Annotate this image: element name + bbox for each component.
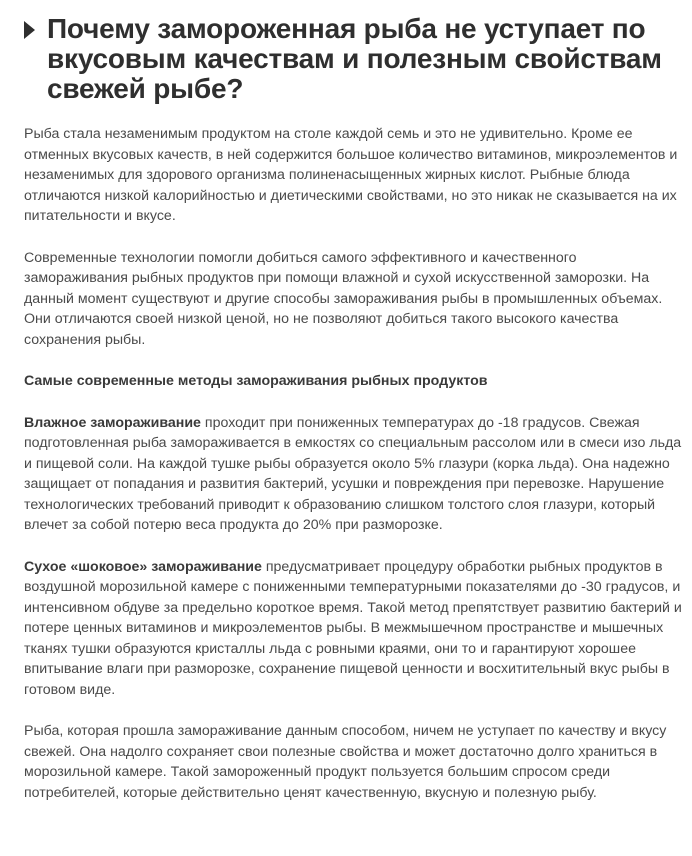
shock-freezing-term: Сухое «шоковое» замораживание bbox=[24, 558, 262, 575]
triangle-right-icon bbox=[24, 21, 35, 39]
shock-freezing-text: предусматривает процедуру обработки рыбных продуктов в воздушной морозильной камере с пониженными температурными показателями до -30 градусов, и интенсивном обдуве за предельно короткое время. Такой метод препятствует развитию бактерий и потере ценных витаминов и микроэлементов рыбы. В межмышечном пространстве и мышечных тканях тушки образуются кристаллы льда с ровными краями, они то и гарантируют хорошее впитывание влаги при разморозке, сохранение пищевой ценности и восхитительный вкус рыбы в готовом виде. bbox=[24, 558, 682, 698]
wet-freezing-text: проходит при пониженных температурах до -18 градусов. Свежая подготовленная рыба замораживается в емкостях со специальным рассолом или в смеси изо льда и пищевой соли. На каждой тушке рыбы образуется около 5% глазури (корка льда). Она надежно защищает от попадания и развития бактерий, усушки и повреждения при перевозке. Нарушение технологических требований приводит к образованию слишком толстого слоя глазури, который влечет за собой потерю веса продукта до 20% при разморозке. bbox=[24, 414, 682, 533]
paragraph-technologies: Современные технологии помогли добиться самого эффективного и качественного замораживания рыбных продуктов при помощи влажной и сухой искусственной заморозки. На данный момент существуют и другие способы замораживания рыбы в промышленных объемах. Они отличаются своей низкой ценой, но не позволяют добиться такого высокого качества сохранения рыбы. bbox=[24, 249, 663, 348]
paragraph-conclusion: Рыба, которая прошла замораживание данным способом, ничем не уступает по качеству и вкусу свежей. Она надолго сохраняет свои полезные свойства и может достаточно долго храниться в морозильной камере. Такой замороженный продукт пользуется большим спросом среди потребителей, которые действительно ценят качественную, вкусную и полезную рыбу. bbox=[24, 723, 667, 801]
wet-freezing-term: Влажное замораживание bbox=[24, 414, 201, 431]
paragraph-intro: Рыба стала незаменимым продуктом на столе каждой семь и это не удивительно. Кроме ее отменных вкусовых качеств, в ней содержится большое количество витаминов, микроэлементов и незаменимых для здорового организма полиненасыщенных жирных кислот. Рыбные блюда отличаются низкой калорийностью и диетическими свойствами, но это никак не сказывается на их питательности и вкусе. bbox=[24, 126, 678, 224]
article-title: Почему замороженная рыба не уступает по вкусовым качествам и полезным свойствам свежей рыбе? bbox=[47, 13, 662, 104]
article bbox=[24, 14, 684, 824]
section-subheading: Самые современные методы замораживания рыбных продуктов bbox=[24, 373, 488, 389]
article-heading bbox=[24, 14, 684, 104]
paragraph-shock-freezing bbox=[24, 557, 684, 701]
article-body bbox=[24, 124, 684, 803]
paragraph-wet-freezing bbox=[24, 413, 684, 536]
